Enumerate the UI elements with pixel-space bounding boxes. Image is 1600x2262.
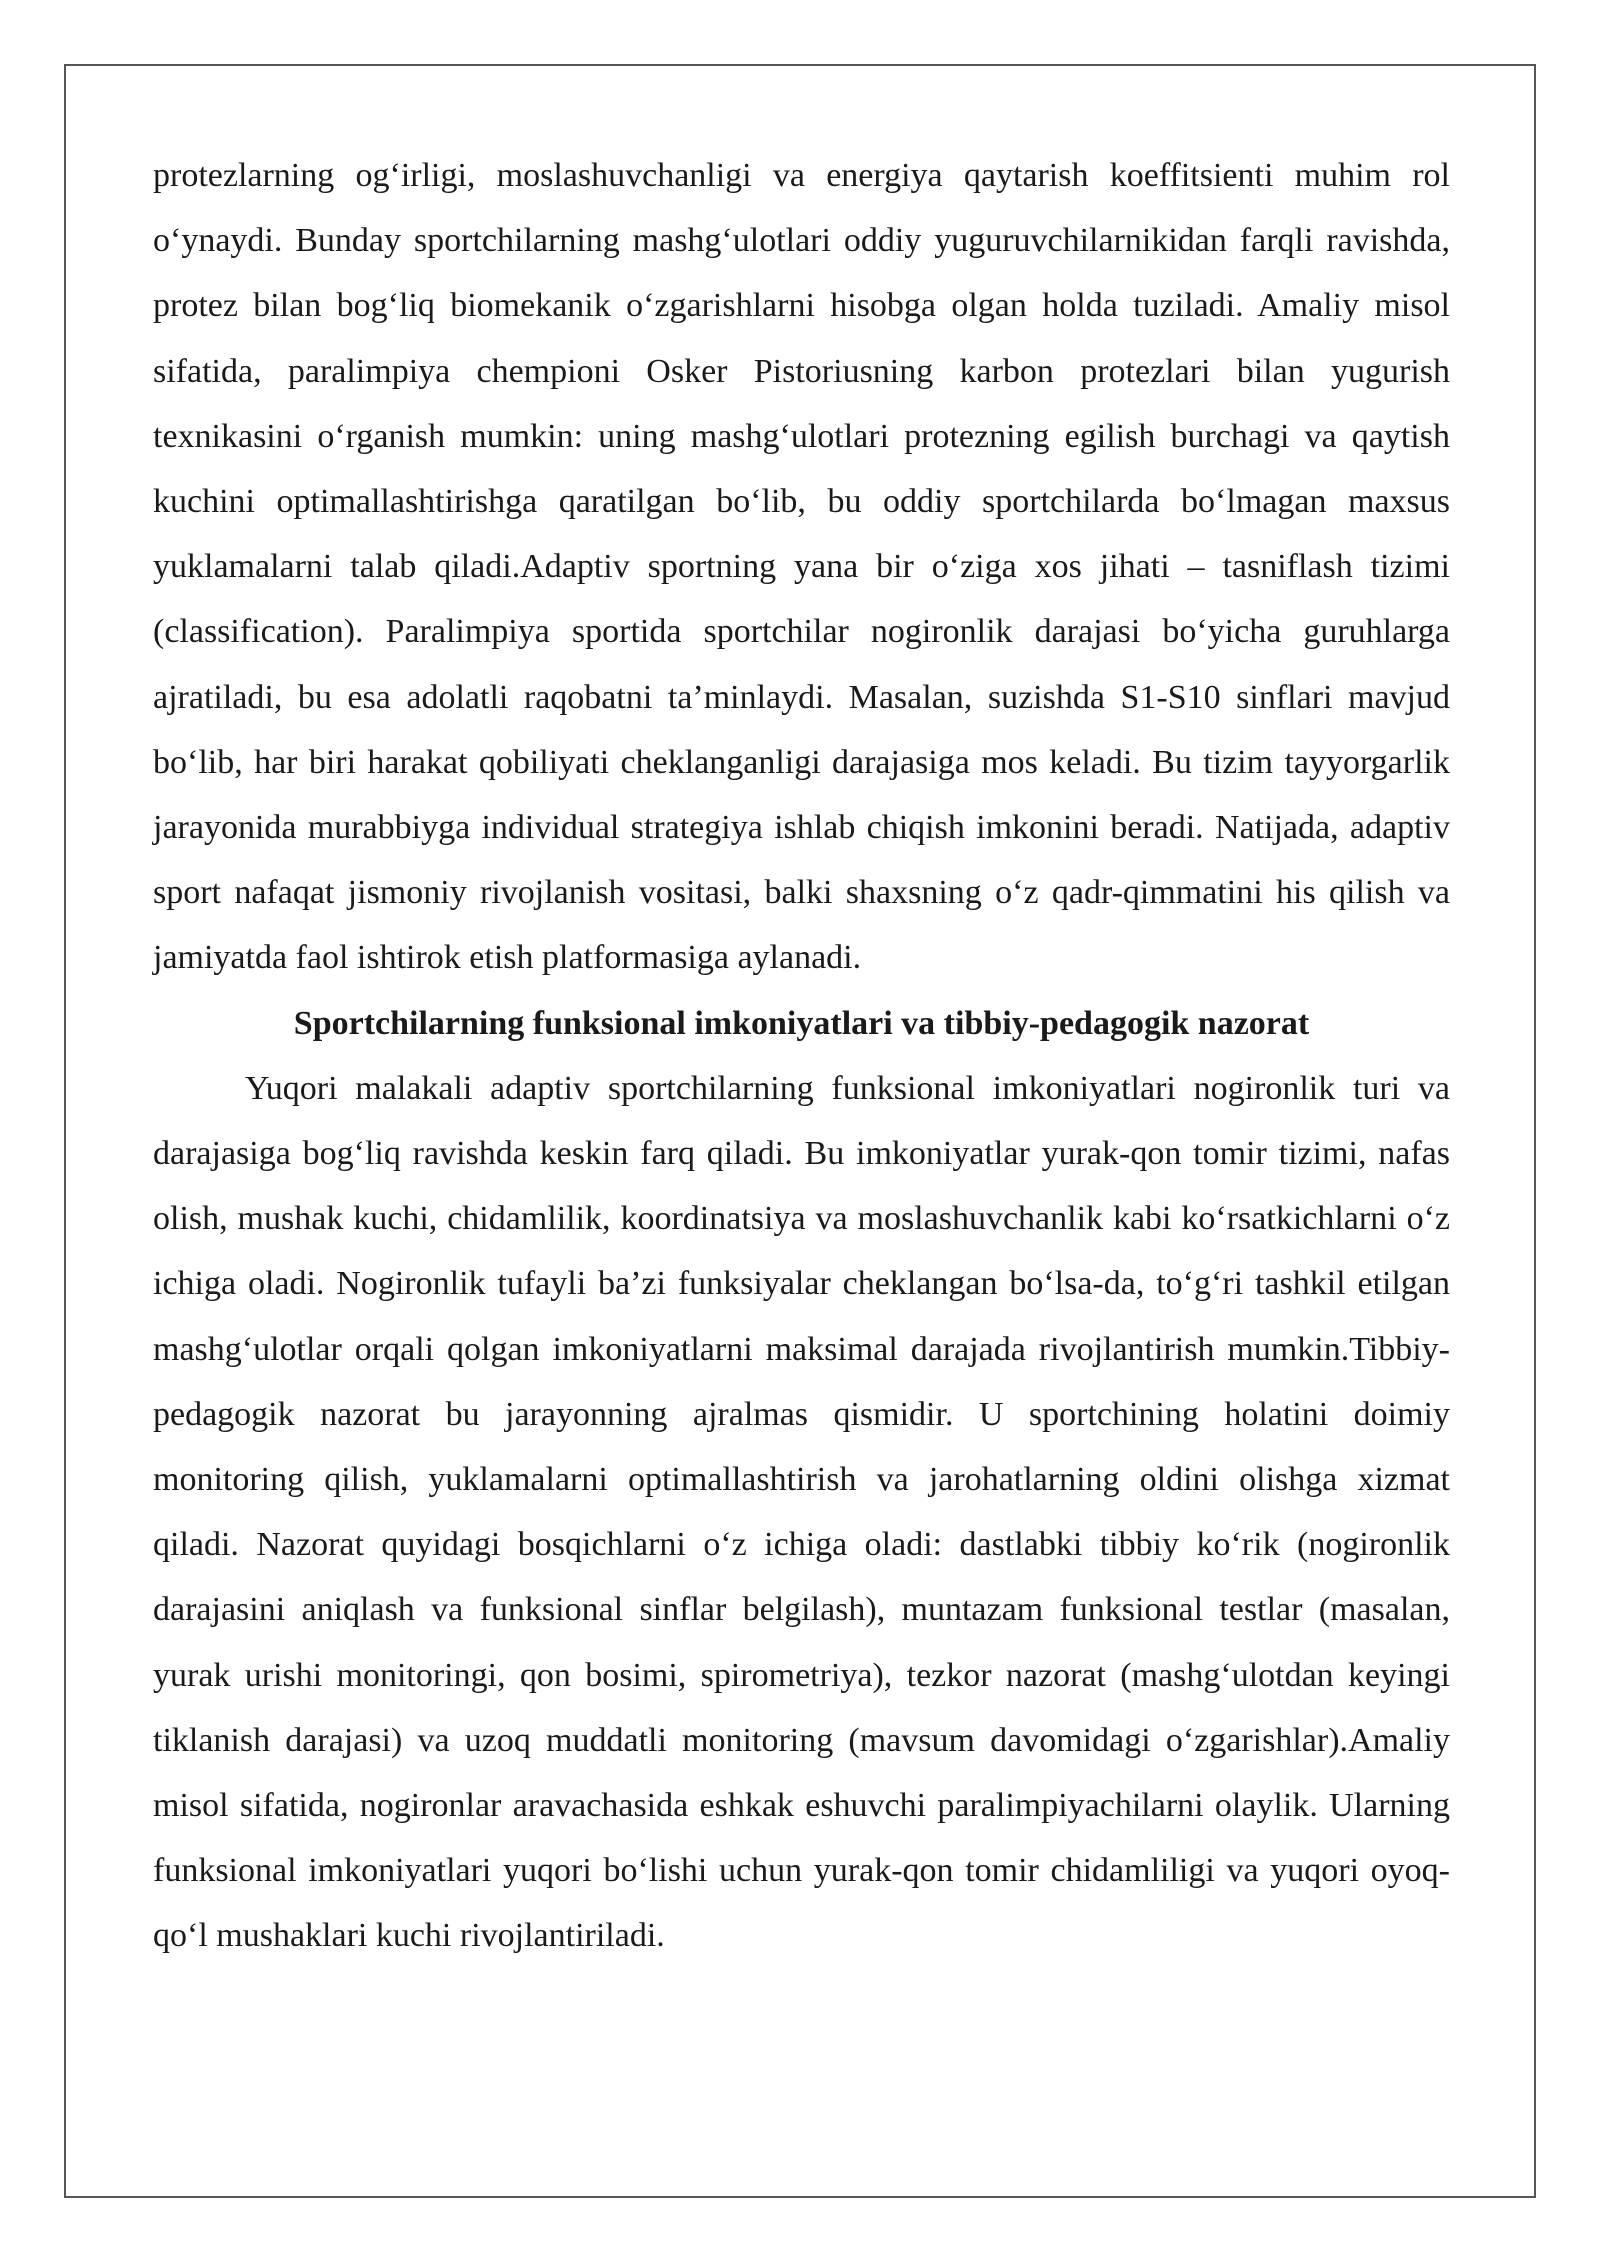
section-heading: Sportchilarning funksional imkoniyatlari va tibbiy-pedagogik nazorat xyxy=(293,1004,1310,1042)
document-body xyxy=(153,143,1450,1969)
body-paragraph-1: protezlarning og‘irligi, moslashuvchanligi va energiya qaytarish koeffitsienti muhim rol o‘ynaydi. Bunday sportchilarning mashg‘ulotlari oddiy yuguruvchilarnikidan farqli ravishda, protez bilan bog‘liq biomekanik o‘zgarishlarni hisobga olgan holda tuziladi. Amaliy misol sifatida, paralimpiya chempioni Osker Pistoriusning karbon protezlari bilan yugurish texnikasini o‘rganish mumkin: uning mashg‘ulotlari protezning egilish burchagi va qaytish kuchini optimallashtirishga qaratilgan bo‘lib, bu oddiy sportchilarda bo‘lmagan maxsus yuklamalarni talab qiladi.Adaptiv sportning yana bir o‘ziga xos jihati – tasniflash tizimi (classification). Paralimpiya sportida sportchilar nogironlik darajasi bo‘yicha guruhlarga ajratiladi, bu esa adolatli raqobatni ta’minlaydi. Masalan, suzishda S1-S10 sinflari mavjud bo‘lib, har biri harakat qobiliyati cheklanganligi darajasiga mos keladi. Bu tizim tayyorgarlik jarayonida murabbiyga individual strategiya ishlab chiqish imkonini beradi. Natijada, adaptiv sport nafaqat jismoniy rivojlanish vositasi, balki shaxsning o‘z qadr-qimmatini his qilish va jamiyatda faol ishtirok etish platformasiga aylanadi. xyxy=(153,157,1450,977)
body-paragraph-2: Yuqori malakali adaptiv sportchilarning funksional imkoniyatlari nogironlik turi va darajasiga bog‘liq ravishda keskin farq qiladi. Bu imkoniyatlar yurak-qon tomir tizimi, nafas olish, mushak kuchi, chidamlilik, koordinatsiya va moslashuvchanlik kabi ko‘rsatkichlarni o‘z ichiga oladi. Nogironlik tufayli ba’zi funksiyalar cheklangan bo‘lsa-da, to‘g‘ri tashkil etilgan mashg‘ulotlar orqali qolgan imkoniyatlarni maksimal darajada rivojlantirish mumkin.Tibbiy-pedagogik nazorat bu jarayonning ajralmas qismidir. U sportchining holatini doimiy monitoring qilish, yuklamalarni optimallashtirish va jarohatlarning oldini olishga xizmat qiladi. Nazorat quyidagi bosqichlarni o‘z ichiga oladi: dastlabki tibbiy ko‘rik (nogironlik darajasini aniqlash va funksional sinflar belgilash), muntazam funksional testlar (masalan, yurak urishi monitoringi, qon bosimi, spirometriya), tezkor nazorat (mashg‘ulotdan keyingi tiklanish darajasi) va uzoq muddatli monitoring (mavsum davomidagi o‘zgarishlar).Amaliy misol sifatida, nogironlar aravachasida eshkak eshuvchi paralimpiyachilarni olaylik. Ularning funksional imkoniyatlari yuqori bo‘lishi uchun yurak-qon tomir chidamliligi va yuqori oyoq-qo‘l mushaklari kuchi rivojlantiriladi. xyxy=(153,1069,1450,1955)
